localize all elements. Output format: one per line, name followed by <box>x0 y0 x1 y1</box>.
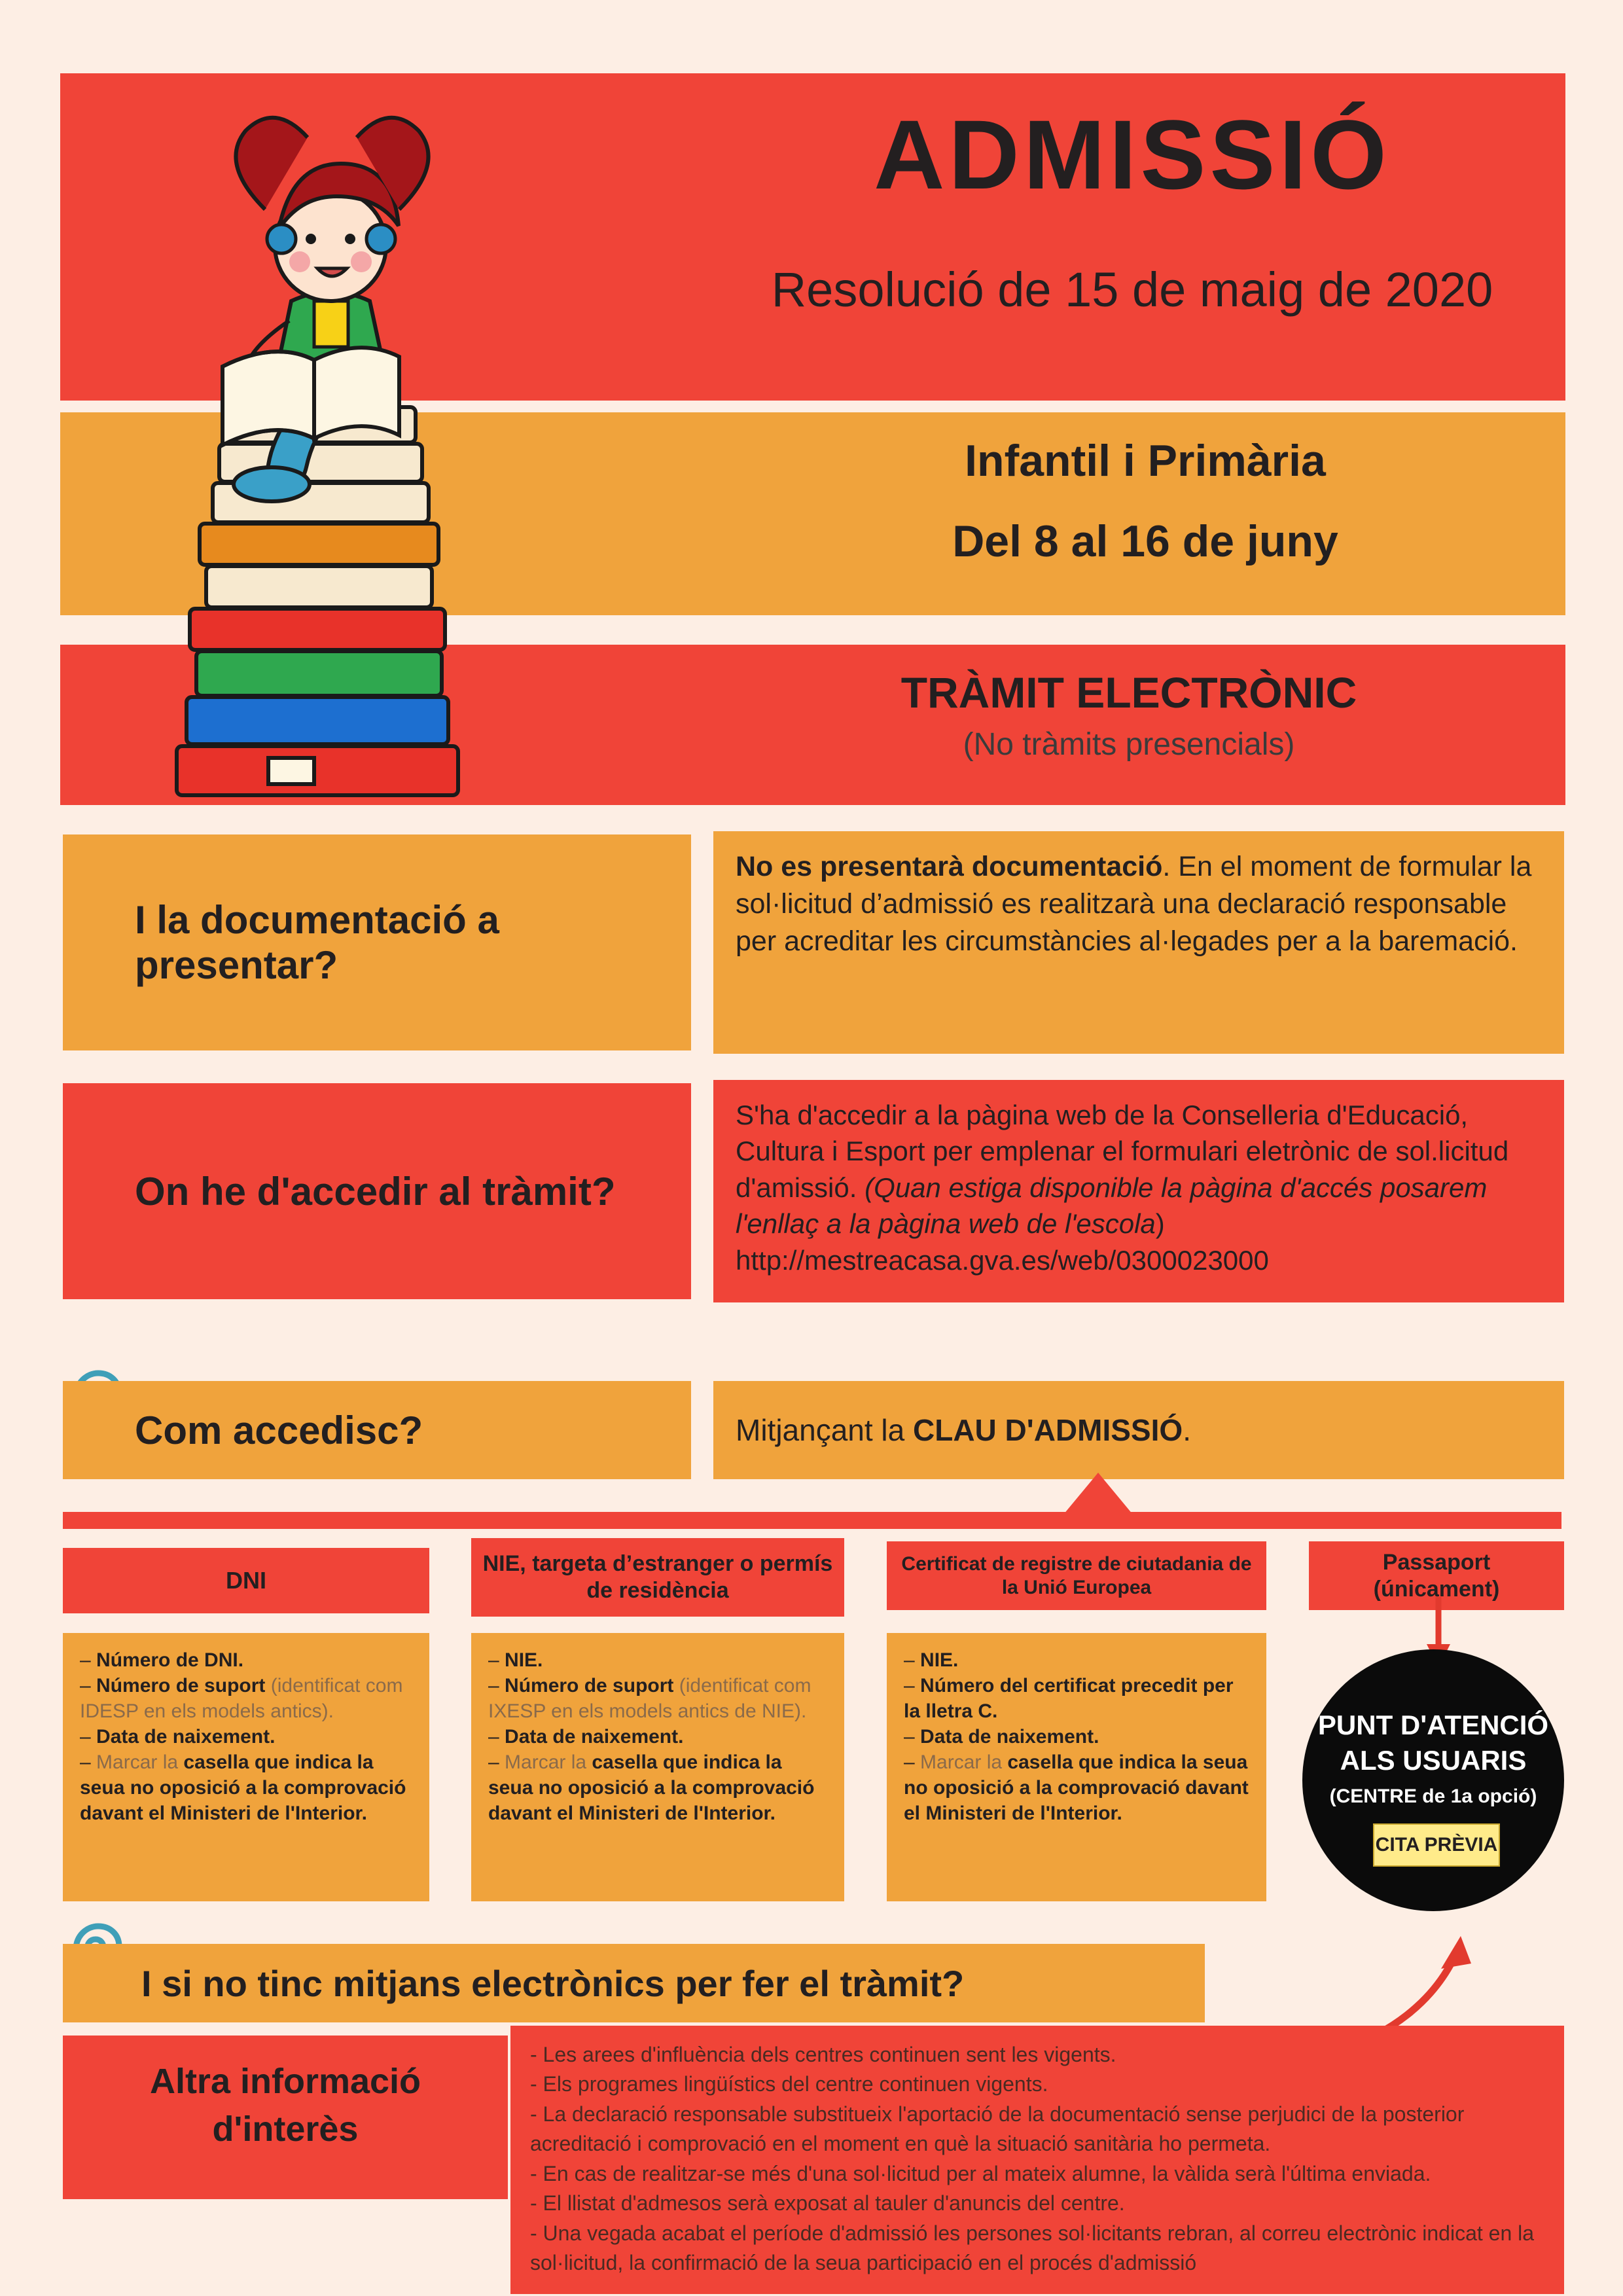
column-header-passport: Passaport (únicament) <box>1309 1541 1564 1610</box>
other-info-item: - La declaració responsable substitueix l'aportació de la documentació sense perjudici de la posterior acreditació i comprovació en el moment en què la situació sanitària ho permeta. <box>530 2102 1465 2156</box>
attention-point-line2: ALS USUARIS <box>1340 1745 1527 1776</box>
answer-access-italic: (Quan estiga disponible la pàgina d'accés posarem l'enllaç a la pàgina web de l'escola <box>736 1172 1488 1240</box>
other-info-item: - El llistat d'admesos serà exposat al tauler d'anuncis del centre. <box>530 2191 1125 2215</box>
column-body-eu-certificate: – NIE. – Número del certificat precedit per la lletra C. – Data de naixement. – Marcar la casella que indica la seua no oposició a la comprovació davant el Ministeri de l'Interior. <box>887 1633 1266 1901</box>
attention-point-circle <box>1302 1649 1564 1911</box>
answer-documentation-bold: No es presentarà documentació <box>736 851 1163 882</box>
question-where-to-access: On he d'accedir al tràmit? <box>63 1083 691 1299</box>
question-how-to-access: Com accedisc? <box>63 1381 691 1479</box>
other-info-item: - Els programes lingüístics del centre continuen vigents. <box>530 2072 1048 2096</box>
answer-access-part2: ) http://mestreacasa.gva.es/web/0300023000 <box>736 1208 1269 1276</box>
other-info-item: - Les arees d'influència dels centres continuen sent les vigents. <box>530 2043 1116 2066</box>
procedure-title: TRÀMIT ELECTRÒNIC <box>901 668 1357 717</box>
answer-documentation <box>713 831 1564 1054</box>
other-info-title <box>63 2036 508 2199</box>
procedure-note: (No tràmits presencials) <box>963 727 1295 762</box>
question-documentation: I la documentació a presentar? <box>63 834 691 1050</box>
page-subtitle: Resolució de 15 de maig de 2020 <box>771 262 1493 317</box>
other-info-title-line2: d'interès <box>212 2109 359 2149</box>
other-info-title-line1: Altra informació <box>149 2062 421 2101</box>
column-header-dni: DNI <box>63 1548 429 1613</box>
attention-point-line1: PUNT D'ATENCIÓ <box>1317 1710 1549 1740</box>
girl-reading-on-books-illustration <box>151 105 517 825</box>
column-body-dni: – Número de DNI. – Número de suport (identificat com IDESP en els models antics). – Data de naixement. – Marcar la casella que indica la seua no oposició a la comprovació davant el Ministeri de l'Interior. <box>63 1633 429 1901</box>
answer-how-pre: Mitjançant la <box>736 1412 914 1447</box>
divider-rule <box>63 1512 1561 1529</box>
other-info-item: - Una vegada acabat el període d'admissió les persones sol·licitants rebran, al correu electrònic indicat en la sol·licitud, la confirmació de la seua participació en el procés d'admissió <box>530 2221 1535 2275</box>
other-info-item: - En cas de realitzar-se més d'una sol·licitud per al mateix alumne, la vàlida serà l'última enviada. <box>530 2161 1431 2185</box>
column-header-eu-certificate: Certificat de registre de ciutadania de la Unió Europea <box>887 1541 1266 1610</box>
stage-line-2: Del 8 al 16 de juny <box>952 516 1338 566</box>
answer-how-to-access <box>713 1381 1564 1479</box>
attention-point-line3: (CENTRE de 1a opció) <box>1329 1785 1537 1807</box>
other-info-list <box>510 2026 1564 2294</box>
answer-how-bold: CLAU D'ADMISSIÓ <box>913 1412 1183 1447</box>
stage-line-1: Infantil i Primària <box>965 436 1326 486</box>
cita-previa-badge[interactable]: CITA PRÈVIA <box>1373 1823 1500 1867</box>
answer-where-to-access <box>713 1080 1564 1302</box>
column-header-nie: NIE, targeta d’estranger o permís de residència <box>471 1538 844 1617</box>
column-body-nie: – NIE. – Número de suport (identificat com IXESP en els models antics de NIE). – Data de naixement. – Marcar la casella que indica la seua no oposició a la comprovació davant el Ministeri de l'Interior. <box>471 1633 844 1901</box>
page-title: ADMISSIÓ <box>874 99 1391 209</box>
answer-how-post: . <box>1183 1412 1191 1447</box>
answer-documentation-text: . En el moment de formular la sol·licitud d’admissió es realitzarà una declaració responsable per acreditar les circumstàncies al·legades per a la baremació. <box>736 851 1532 957</box>
question-no-electronic-means: I si no tinc mitjans electrònics per fer el tràmit? <box>63 1944 1205 2022</box>
answer-access-part1: S'ha d'accedir a la pàgina web de la Conselleria d'Educació, Cultura i Esport per emplenar el formulari eletrònic de sol.licitud d'amissió. <box>736 1100 1509 1203</box>
